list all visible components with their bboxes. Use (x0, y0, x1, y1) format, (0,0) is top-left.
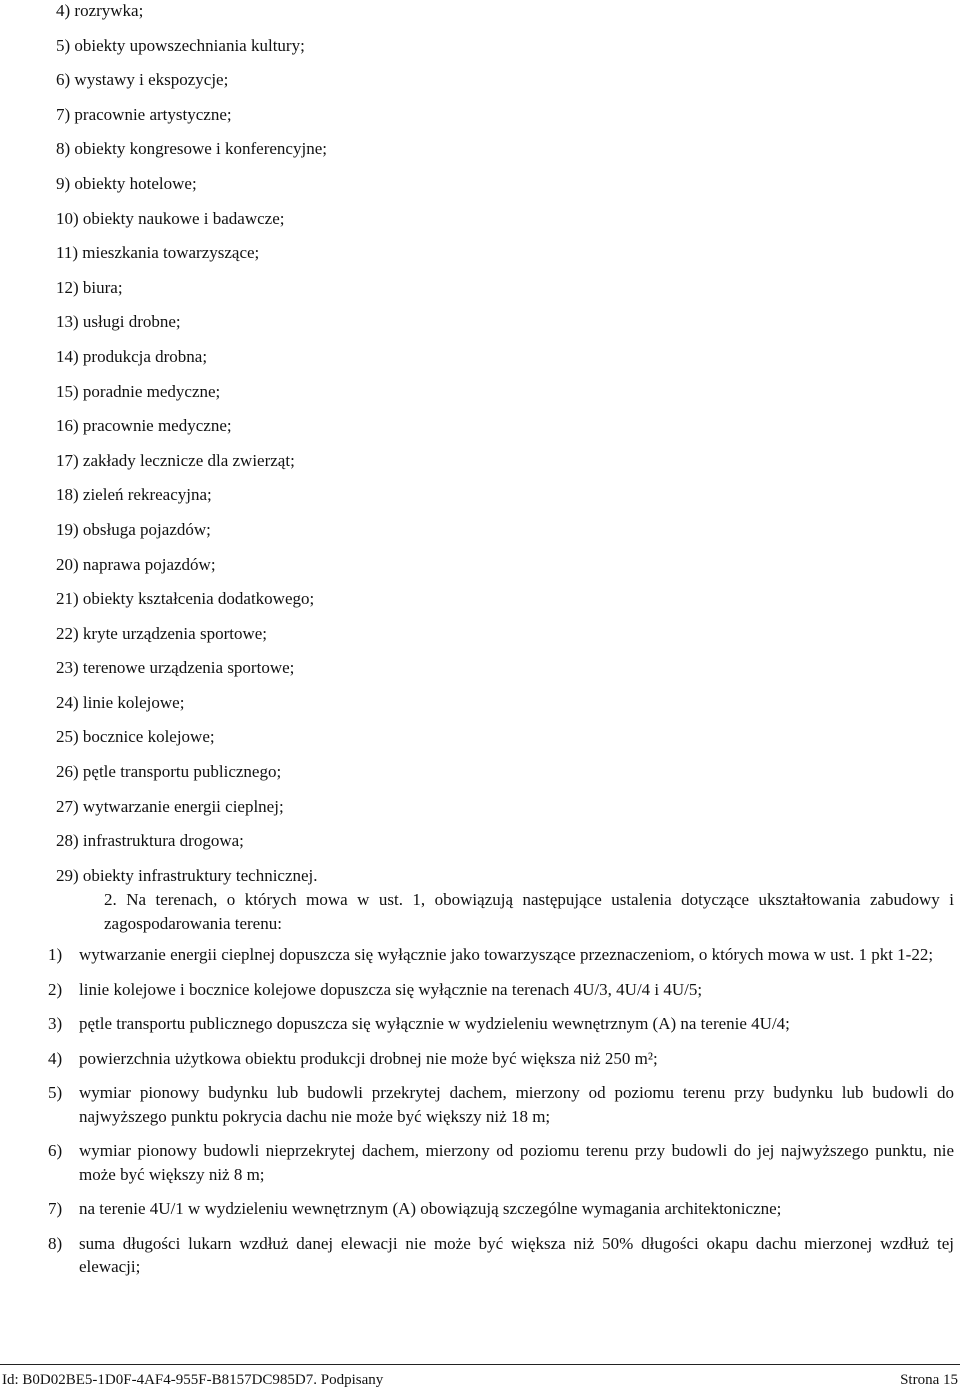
list-item: 7) pracownie artystyczne; (56, 104, 232, 124)
list-item: 18) zieleń rekreacyjna; (56, 485, 212, 505)
list-item: 15) poradnie medyczne; (56, 381, 221, 401)
document-id: Id: B0D02BE5-1D0F-4AF4-955F-B8157DC985D7. Podpisany (2, 1372, 384, 1388)
list-item (48, 943, 954, 967)
list-item: 21) obiekty kształcenia dodatkowego; (56, 589, 315, 609)
list-item: 27) wytwarzanie energii cieplnej; (56, 796, 284, 816)
list-item (48, 1232, 954, 1279)
list-item: 10) obiekty naukowe i badawcze; (56, 208, 285, 228)
item-number: 8) (48, 1233, 63, 1253)
item-text: suma długości lukarn wzdłuż danej elewacji nie może być większa niż 50% długości okapu dachu mierzonej wzdłuż tej elewacji; (79, 1233, 954, 1276)
item-number: 1) (48, 945, 63, 964)
list-item: 24) linie kolejowe; (56, 692, 185, 712)
item-number: 7) (48, 1199, 63, 1218)
list-item: 25) bocznice kolejowe; (56, 727, 215, 747)
list-item: 4) rozrywka; (56, 1, 144, 20)
list-item: 29) obiekty infrastruktury technicznej. (56, 865, 318, 885)
item-text: linie kolejowe i bocznice kolejowe dopuszcza się wyłącznie na terenach 4U/3, 4U/4 i 4U/5; (79, 979, 703, 999)
list-item (48, 1197, 954, 1221)
list-item: 20) naprawa pojazdów; (56, 554, 216, 574)
list-item: 22) kryte urządzenia sportowe; (56, 623, 267, 643)
item-text: wymiar pionowy budynku lub budowli przekrytej dachem, mierzony od poziomu terenu przy budynku lub budowli do najwyższego punktu pokrycia dachu nie może być większy niż 18 m; (79, 1083, 954, 1126)
item-text: na terenie 4U/1 w wydzieleniu wewnętrznym (A) obowiązują szczególne wymagania architektoniczne; (79, 1199, 782, 1218)
list-item (48, 1081, 954, 1128)
use-list (56, 0, 936, 899)
list-item (48, 978, 954, 1002)
item-number: 4) (48, 1048, 63, 1068)
item-number: 3) (48, 1014, 63, 1033)
list-item: 16) pracownie medyczne; (56, 416, 232, 436)
list-item: 12) biura; (56, 277, 123, 297)
list-item: 6) wystawy i ekspozycje; (56, 70, 229, 90)
list-item: 23) terenowe urządzenia sportowe; (56, 658, 295, 678)
list-item: 19) obsługa pojazdów; (56, 519, 211, 539)
item-text: wytwarzanie energii cieplnej dopuszcza się wyłącznie jako towarzyszące przeznaczeniom, o których mowa w ust. 1 pkt 1-22; (79, 945, 934, 964)
list-item: 26) pętle transportu publicznego; (56, 762, 282, 782)
list-item (48, 1047, 954, 1071)
rules-list (48, 943, 954, 1279)
footer-divider (0, 1364, 960, 1365)
item-text: wymiar pionowy budowli nieprzekrytej dachem, mierzony od poziomu terenu przy budowli do jej najwyższego punktu, nie może być większy niż 8 m; (79, 1141, 954, 1184)
list-item: 9) obiekty hotelowe; (56, 173, 197, 193)
item-number: 6) (48, 1141, 63, 1160)
item-text: powierzchnia użytkowa obiektu produkcji drobnej nie może być większa niż 250 m²; (79, 1048, 658, 1068)
list-item: 28) infrastruktura drogowa; (56, 831, 244, 851)
list-item: 14) produkcja drobna; (56, 346, 208, 366)
list-item: 13) usługi drobne; (56, 312, 181, 332)
section-paragraph (48, 888, 954, 936)
list-item: 17) zakłady lecznicze dla zwierząt; (56, 450, 295, 470)
list-item: 11) mieszkania towarzyszące; (56, 243, 260, 263)
list-item: 8) obiekty kongresowe i konferencyjne; (56, 139, 327, 159)
item-text: pętle transportu publicznego dopuszcza się wyłącznie w wydzieleniu wewnętrznym (A) na terenie 4U/4; (79, 1014, 790, 1033)
paragraph-lead: 2. Na terenach, o których mowa w ust. 1, obowiązują następujące ustalenia dotyczące ukształtowania zabudowy i zagospodarowania terenu: (104, 890, 954, 933)
list-item: 5) obiekty upowszechniania kultury; (56, 35, 305, 55)
item-number: 5) (48, 1083, 63, 1102)
list-item (48, 1012, 954, 1036)
item-number: 2) (48, 979, 63, 999)
list-item (48, 1139, 954, 1186)
page-number: Strona 15 (900, 1372, 958, 1388)
